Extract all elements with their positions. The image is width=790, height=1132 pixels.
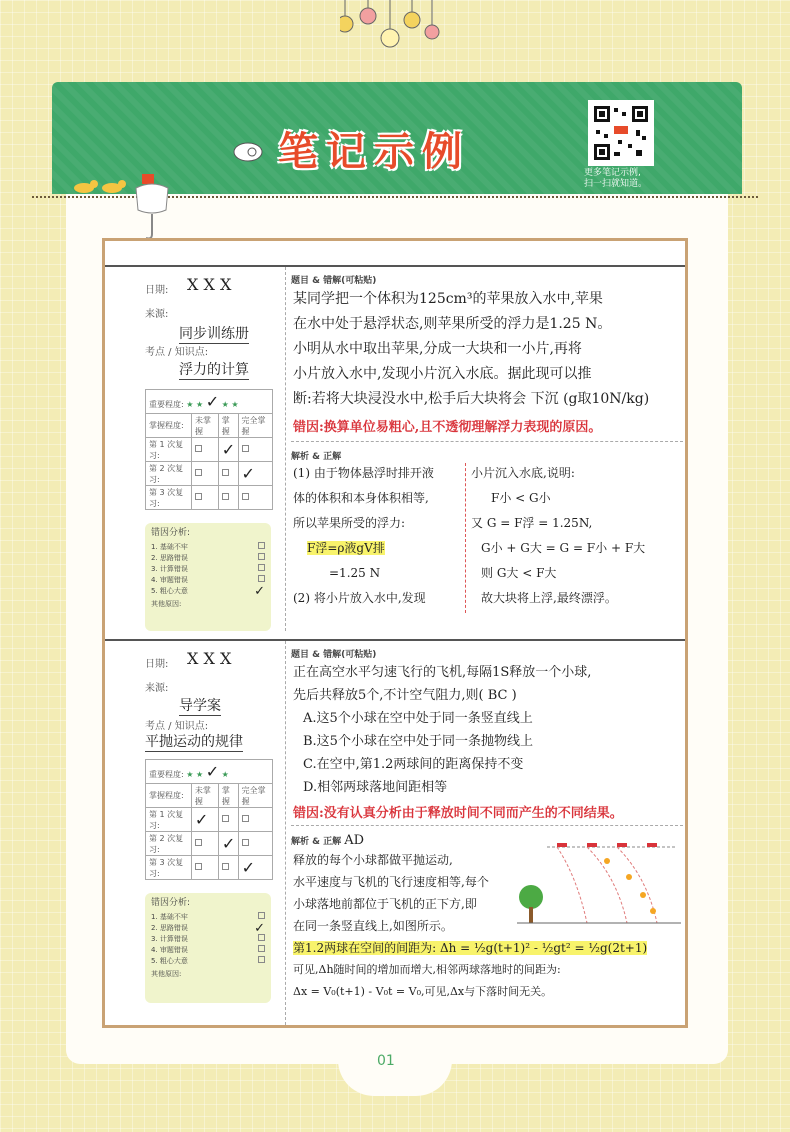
checkbox[interactable]: [242, 445, 249, 452]
analysis-divider: [465, 463, 466, 613]
note-card-2: [105, 639, 685, 1025]
column-divider: [285, 641, 286, 1025]
qr-caption: 更多笔记示例, 扫一扫就知道。: [584, 168, 648, 189]
mastery-grid: 重要程度: ★ ★ ✓ ★ 掌握程度: 未掌握 掌握 完全掌握 第 1 次复习: ✓ 第 2 次复习: ✓ 第 3 次复习: ✓: [145, 759, 273, 880]
checkbox[interactable]: [195, 469, 202, 476]
date-value: X X X: [187, 275, 232, 294]
column-divider: [285, 267, 286, 631]
checkbox[interactable]: [195, 839, 202, 846]
topic-value: 平抛运动的规律: [145, 731, 243, 752]
date-value: X X X: [187, 649, 232, 668]
checkbox[interactable]: [258, 912, 265, 919]
importance-row: 重要程度: ★ ★ ✓ ★ ★: [146, 390, 273, 414]
checkbox[interactable]: [195, 863, 202, 870]
checkbox[interactable]: [242, 493, 249, 500]
question-text: 某同学把一个体积为125cm³的苹果放入水中,苹果 在水中处于悬浮状态,则苹果所受的浮力是1.25 N。 小明从水中取出苹果,分成一大块和一小片,再将 小片放入水中,发现小片沉入水底。据此现可以推 断:若将大块浸没水中,松手后大块将会 下沉 (g取10N/kg): [293, 291, 650, 407]
topic-label: 考点 / 知识点:: [145, 347, 209, 358]
note-sheet: [102, 238, 688, 1028]
card-1-content: [291, 267, 683, 631]
qr-code-icon: [592, 104, 650, 162]
source-value: 同步训练册: [179, 323, 249, 344]
topic-value: 浮力的计算: [179, 359, 249, 380]
checkbox[interactable]: [258, 934, 265, 941]
qr-code[interactable]: [588, 100, 654, 166]
checkbox[interactable]: [195, 445, 202, 452]
source-label: 来源:: [145, 683, 169, 694]
checkbox[interactable]: [222, 815, 229, 822]
checkbox[interactable]: [222, 493, 229, 500]
card-2-meta: [145, 645, 275, 1029]
date-label: 日期:: [145, 285, 169, 296]
checkbox[interactable]: [222, 469, 229, 476]
checkbox[interactable]: [258, 575, 265, 582]
checkbox[interactable]: [258, 956, 265, 963]
comet-icon: [228, 138, 268, 166]
card-2-content: [291, 641, 683, 1025]
card-1-meta: [145, 271, 275, 635]
lamps-decoration: [340, 0, 440, 60]
source-value: 导学案: [179, 695, 221, 716]
mastery-grid: 重要程度: ★ ★ ✓ ★ ★ 掌握程度: 未掌握 掌握 完全掌握 第 1 次复习: ✓ 第 2 次复习: ✓ 第 3 次复习:: [145, 389, 273, 510]
checkbox[interactable]: [258, 564, 265, 571]
page-number: 01: [377, 1053, 395, 1069]
checkbox[interactable]: [242, 839, 249, 846]
section-divider: [291, 441, 683, 442]
question-text: 正在高空水平匀速飞行的飞机,每隔1S释放一个小球, 先后共释放5个,不计空气阻力,则( BC ) A.这5个小球在空中处于同一条竖直线上 B.这5个小球在空中处于同一条抛物线上 C.在空中,第1.2两球间的距离保持不变 D.相邻两球落地间距相等: [293, 665, 592, 795]
analysis-heading: 解析 & 正解: [291, 452, 342, 462]
source-label: 来源:: [145, 309, 169, 320]
page-title: 笔记示例: [278, 129, 470, 175]
checkbox[interactable]: [258, 553, 265, 560]
checkbox[interactable]: [258, 542, 265, 549]
checkbox[interactable]: [195, 493, 202, 500]
error-analysis-box: 错因分析: 1. 基础不牢 2. 思路错误 3. 计算错误 4. 审题错误 5. 粗心大意 ✓ 其他原因:: [145, 523, 271, 631]
question-heading: 题目 & 错解(可粘贴): [291, 276, 377, 286]
error-analysis-box: 错因分析: 1. 基础不牢 2. 思路错误 ✓ 3. 计算错误 4. 审题错误 5. 粗心大意 其他原因:: [145, 893, 271, 1003]
hook-decoration-icon: [130, 174, 174, 244]
importance-row: 重要程度: ★ ★ ✓ ★: [146, 760, 273, 784]
error-reason: 错因:没有认真分析由于释放时间不同而产生的不同结果。: [293, 806, 623, 821]
checkbox[interactable]: [258, 945, 265, 952]
dogs-icon: [70, 176, 130, 196]
section-divider: [291, 825, 683, 826]
analysis-left: (1) 由于物体悬浮时排开液 体的体积和本身体积相等, 所以苹果所受的浮力: F浮=ρ液gV排 =1.25 N (2) 将小片放入水中,发现: [293, 466, 434, 605]
checkbox[interactable]: [242, 815, 249, 822]
date-label: 日期:: [145, 659, 169, 670]
checkbox[interactable]: [222, 863, 229, 870]
topic-label: 考点 / 知识点:: [145, 721, 209, 732]
note-card-1: [105, 265, 685, 631]
analysis-text: 释放的每个小球都做平抛运动, 水平速度与飞机的飞行速度相等,每个 小球落地前都位于飞机的正下方,即 在同一条竖直线上,如图所示。 第1.2两球在空间的间距为: Δh = ½g(t+1)² - ½gt² = ½g(2t+1) 可见,Δh随时间的增加而增大,相邻两球落地时的间距为: Δx = V₀(t+1) - V₀t = V₀,可见,Δx与下落时间无关。: [293, 853, 648, 998]
analysis-heading: 解析 & 正解 AD: [291, 833, 365, 848]
page-tab: [338, 1060, 452, 1096]
analysis-right: 小片沉入水底,说明: F小 < G小 又 G = F浮 = 1.25N, G小 + G大 = G = F小 + F大 则 G大 < F大 故大块将上浮,最终漂浮。: [471, 466, 646, 605]
question-heading: 题目 & 错解(可粘贴): [291, 650, 377, 660]
error-reason: 错因:换算单位易粗心,且不透彻理解浮力表现的原因。: [293, 420, 602, 435]
